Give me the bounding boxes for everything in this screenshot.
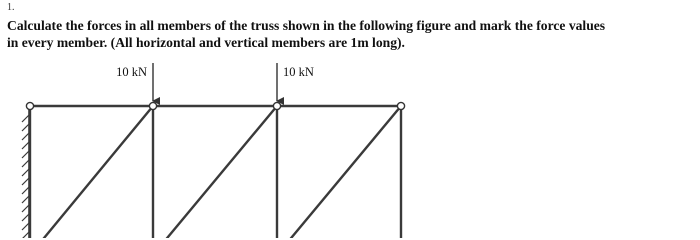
member-diagonal-3 <box>277 106 401 238</box>
member-diagonal-2 <box>153 106 277 238</box>
load-label-1: 10 kN <box>116 65 147 79</box>
question-number: 1. <box>7 2 15 13</box>
joint-top-1 <box>149 102 156 109</box>
joint-top-3 <box>397 102 404 109</box>
joint-top-0 <box>26 102 33 109</box>
wall-support <box>22 106 29 238</box>
load-label-2: 10 kN <box>283 65 314 79</box>
truss-members <box>30 106 401 238</box>
question-line-1: Calculate the forces in all members of the truss shown in the following figure and mark the force values <box>7 18 606 33</box>
joint-top-2 <box>273 102 280 109</box>
member-diagonal-1 <box>30 106 153 238</box>
question-line-2: in every member. (All horizontal and vertical members are 1m long). <box>7 35 405 50</box>
